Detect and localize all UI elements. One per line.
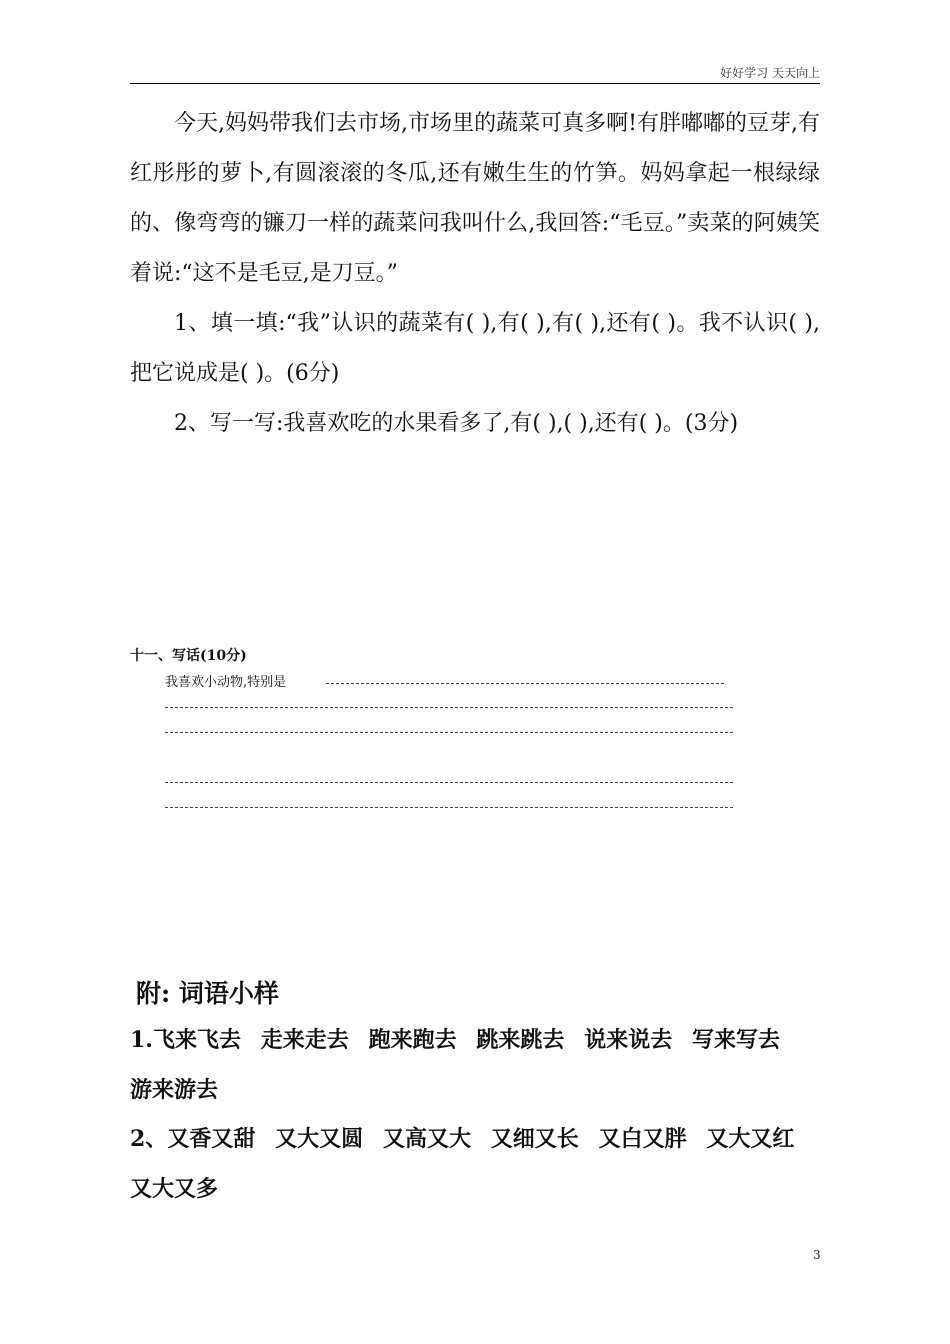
- writing-line-2: [165, 707, 733, 708]
- list-item: 跑来跑去: [368, 1027, 457, 1053]
- list-item: 又细又长: [490, 1126, 579, 1152]
- writing-section-title: 十一、写话(10分): [130, 648, 247, 664]
- list-item: 飞来飞去: [152, 1027, 241, 1053]
- word-list-2: [130, 1114, 820, 1214]
- list-item: 又大又红: [706, 1126, 795, 1152]
- question-2: 2、写一写:我喜欢吃的水果看多了,有( ),( ),还有( )。(3分): [174, 411, 739, 436]
- reading-passage: 今天,妈妈带我们去市场,市场里的蔬菜可真多啊!有胖嘟嘟的豆芽,有红彤彤的萝卜,有圆滚滚的冬瓜,还有嫩生生的竹笋。妈妈拿起一根绿绿的、像弯弯的镰刀一样的蔬菜问我叫什么,我回答:“毛豆。”卖菜的阿姨笑着说:“这不是毛豆,是刀豆。”: [130, 111, 820, 286]
- page-header-text: 好好学习 天天向上: [720, 66, 820, 80]
- list-item: 跳来跳去: [476, 1027, 565, 1053]
- writing-line-5: [165, 807, 733, 808]
- word-list-1: [130, 1015, 820, 1115]
- writing-line-1: [326, 683, 724, 684]
- list-item: 又白又胖: [598, 1126, 687, 1152]
- writing-line-4: [165, 782, 733, 783]
- header-divider: [130, 83, 820, 84]
- list-item: 又香又甜: [167, 1126, 256, 1152]
- page-number: 3: [813, 1248, 821, 1262]
- reading-section: [130, 99, 820, 449]
- writing-prompt: 我喜欢小动物,特别是: [165, 675, 287, 690]
- list-item: 又大又圆: [275, 1126, 364, 1152]
- list-item: 又高又大: [382, 1126, 471, 1152]
- writing-line-3: [165, 732, 733, 733]
- list-item: 走来走去: [260, 1027, 349, 1053]
- appendix-title: 附: 词语小样: [136, 979, 279, 1008]
- list-item: 又大又多: [130, 1176, 219, 1202]
- word-list-2-prefix: 2、: [130, 1126, 168, 1152]
- list-item: 游来游去: [130, 1077, 219, 1103]
- list-item: 写来写去: [692, 1027, 781, 1053]
- word-list-1-prefix: 1.: [130, 1027, 153, 1053]
- question-1: 1、填一填:“我”认识的蔬菜有( ),有( ),有( ),还有( )。我不认识( ),把它说成是( )。(6分): [130, 311, 820, 386]
- list-item: 说来说去: [584, 1027, 673, 1053]
